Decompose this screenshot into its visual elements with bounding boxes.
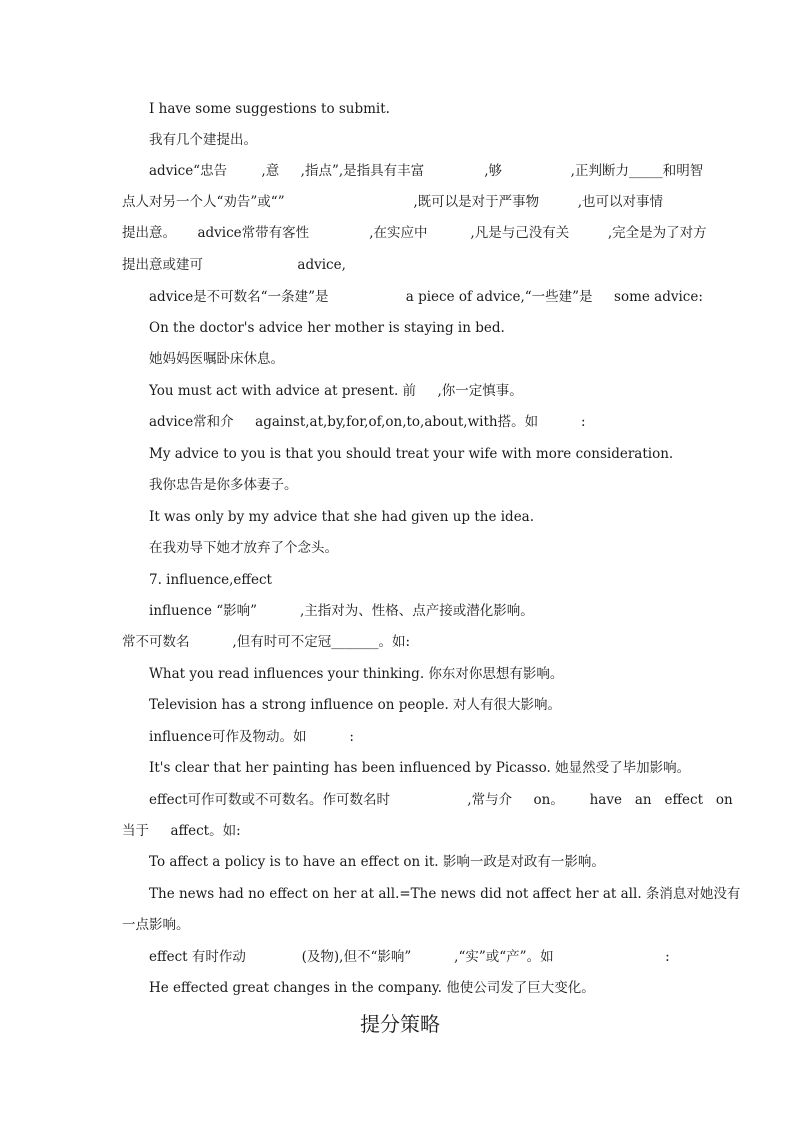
text-line-27: 一点影响。 [122,917,190,933]
text-line-12: My advice to you is that you should treat your wife with more consideration. [149,446,674,462]
text-line-28: effect 有时作动 (及物),但不“影响” ,“实”或“产”。如 : [149,949,670,965]
text-line-25: To affect a policy is to have an effect on it. 影响一政是对政有一影响。 [149,854,605,870]
text-line-17: influence “影响” ,主指对为、性格、点产接或潜化影响。 [149,603,534,619]
text-line-22: It's clear that her painting has been influenced by Picasso. 她显然受了毕加影响。 [149,760,691,776]
text-line-18: 常不可数名 ,但有时可不定冠_______。如: [122,634,411,650]
text-line-19: What you read influences your thinking. 你东对你思想有影响。 [149,666,564,682]
text-line-16: 7. influence,effect [149,572,272,588]
text-line-14: It was only by my advice that she had given up the idea. [149,509,535,525]
text-line-10: You must act with advice at present. 前 ,你一定慎事。 [149,383,523,399]
text-line-8: On the doctor's advice her mother is staying in bed. [149,320,505,336]
text-line-3: advice“忠告 ,意 ,指点”,是指具有丰富 ,够 ,正判断力_____和明智 [149,163,704,179]
text-line-4: 点人对另一个人“劝告”或“” ,既可以是对于严事物 ,也可以对事情 [122,194,664,210]
text-line-24: 当于 affect。如: [122,823,241,839]
text-line-9: 她妈妈医嘱卧床休息。 [149,351,284,367]
text-line-15: 在我劝导下她才放弃了个念头。 [149,540,338,556]
text-line-2: 我有几个建提出。 [149,132,257,148]
text-line-6: 提出意或建可 advice, [122,257,346,273]
text-line-21: influence可作及物动。如 : [149,729,354,745]
text-line-1: I have some suggestions to submit. [149,101,390,117]
text-line-20: Television has a strong influence on people. 对人有很大影响。 [149,697,562,713]
text-line-23: effect可作可数或不可数名。作可数名时 ,常与介 on。 have an effect on [149,792,733,808]
text-line-26: The news had no effect on her at all.=The news did not affect her at all. 条消息对她没有 [149,886,741,902]
text-line-7: advice是不可数名“一条建”是 a piece of advice,“一些建”是 some advice: [149,289,703,305]
text-line-11: advice常和介 against,at,by,for,of,on,to,about,with搭。如 : [149,414,586,430]
text-line-13: 我你忠告是你多体妻子。 [149,477,298,493]
text-line-29: He effected great changes in the company. 他使公司发了巨大变化。 [149,980,595,996]
section-title: 提分策略 [360,1012,440,1036]
text-line-5: 提出意。 advice常带有客性 ,在实应中 ,凡是与己没有关 ,完全是为了对方 [122,225,707,241]
